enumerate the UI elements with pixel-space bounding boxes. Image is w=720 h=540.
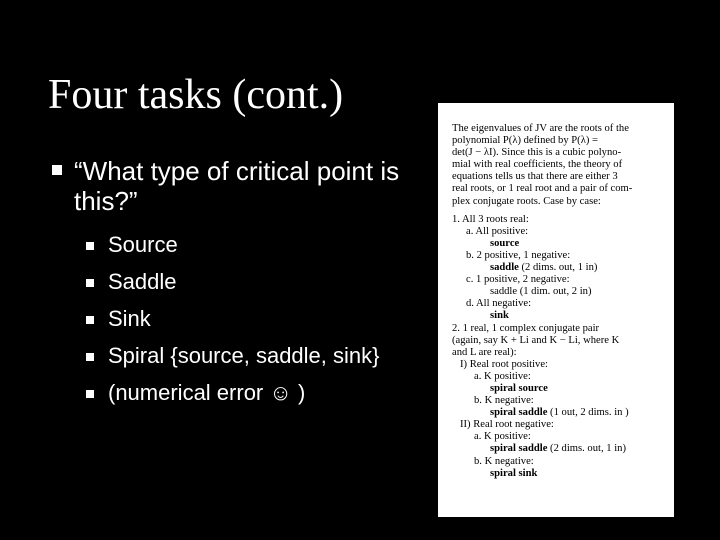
sub-bullet-text: Saddle [108, 269, 177, 294]
excerpt-line: mial with real coefficients, the theory of [452, 159, 623, 171]
square-bullet-icon [86, 390, 94, 398]
case-2-line: and L are real): [452, 346, 517, 358]
case-2-line: 2. 1 real, 1 complex conjugate pair [452, 322, 600, 334]
case-1c-result: saddle (1 dim. out, 2 in) [490, 286, 592, 298]
result-detail: (2 dims. out, 1 in) [518, 262, 598, 274]
case-1d-label: d. All negative: [466, 298, 532, 310]
square-bullet-icon [86, 242, 94, 250]
excerpt-line: det(J − λI). Since this is a cubic polyno- [452, 147, 622, 159]
sub-bullet-sink [86, 306, 380, 343]
case-2-I-a-result: spiral source [490, 382, 548, 394]
excerpt-line: plex conjugate roots. Case by case: [452, 195, 601, 207]
result-detail: (2 dims. out, 1 in) [547, 443, 626, 455]
result-keyword: saddle [490, 262, 519, 274]
excerpt-body [452, 123, 672, 480]
main-bullet-text: “What type of critical point is this?” [74, 156, 400, 216]
critical-point-type-list [86, 232, 380, 417]
square-bullet-icon [52, 165, 62, 175]
square-bullet-icon [86, 316, 94, 324]
slide-title: Four tasks (cont.) [48, 72, 344, 118]
result-keyword: spiral saddle [490, 407, 548, 419]
sub-bullet-text: Source [108, 232, 178, 257]
excerpt-line: The eigenvalues of JV are the roots of the [452, 123, 629, 134]
sub-bullet-spiral [86, 343, 380, 380]
case-2-II-label: II) Real root negative: [460, 419, 554, 431]
excerpt-line: equations tells us that there are either 3 [452, 171, 618, 183]
case-2-I-a-label: a. K positive: [474, 370, 531, 382]
result-detail: (1 out, 2 dims. in ) [547, 407, 629, 419]
case-2-II-b-label: b. K negative: [474, 455, 534, 467]
excerpt-line: real roots, or 1 real root and a pair of com- [452, 183, 633, 195]
case-1d-result: sink [490, 310, 509, 322]
main-bullet [52, 156, 432, 216]
sub-bullet-numerical-error [86, 380, 380, 417]
case-2-I-label: I) Real root positive: [460, 358, 548, 370]
square-bullet-icon [86, 279, 94, 287]
case-2-II-a-result [452, 443, 672, 455]
case-1b-label: b. 2 positive, 1 negative: [466, 249, 571, 261]
sub-bullet-text: Spiral {source, saddle, sink} [108, 343, 380, 368]
excerpt-line: polynomial P(λ) defined by P(λ) = [452, 135, 599, 147]
case-2-II-a-label: a. K positive: [474, 431, 531, 443]
sub-bullet-source [86, 232, 380, 269]
case-1a-result: source [490, 237, 520, 249]
square-bullet-icon [86, 353, 94, 361]
case-1b-result [452, 262, 672, 274]
result-keyword: spiral saddle [490, 443, 548, 455]
case-1a-label: a. All positive: [466, 225, 529, 237]
case-1c-label: c. 1 positive, 2 negative: [466, 274, 570, 286]
case-2-I-b-label: b. K negative: [474, 395, 534, 407]
sub-bullet-saddle [86, 269, 380, 306]
scanned-text-excerpt [438, 103, 674, 517]
case-2-line: (again, say K + Li and K − Li, where K [452, 334, 620, 346]
case-2-I-b-result [452, 407, 672, 419]
sub-bullet-text: (numerical error ☺ ) [108, 380, 306, 405]
case-1-heading: 1. All 3 roots real: [452, 213, 529, 225]
case-2-II-b-result: spiral sink [490, 467, 538, 479]
sub-bullet-text: Sink [108, 306, 151, 331]
